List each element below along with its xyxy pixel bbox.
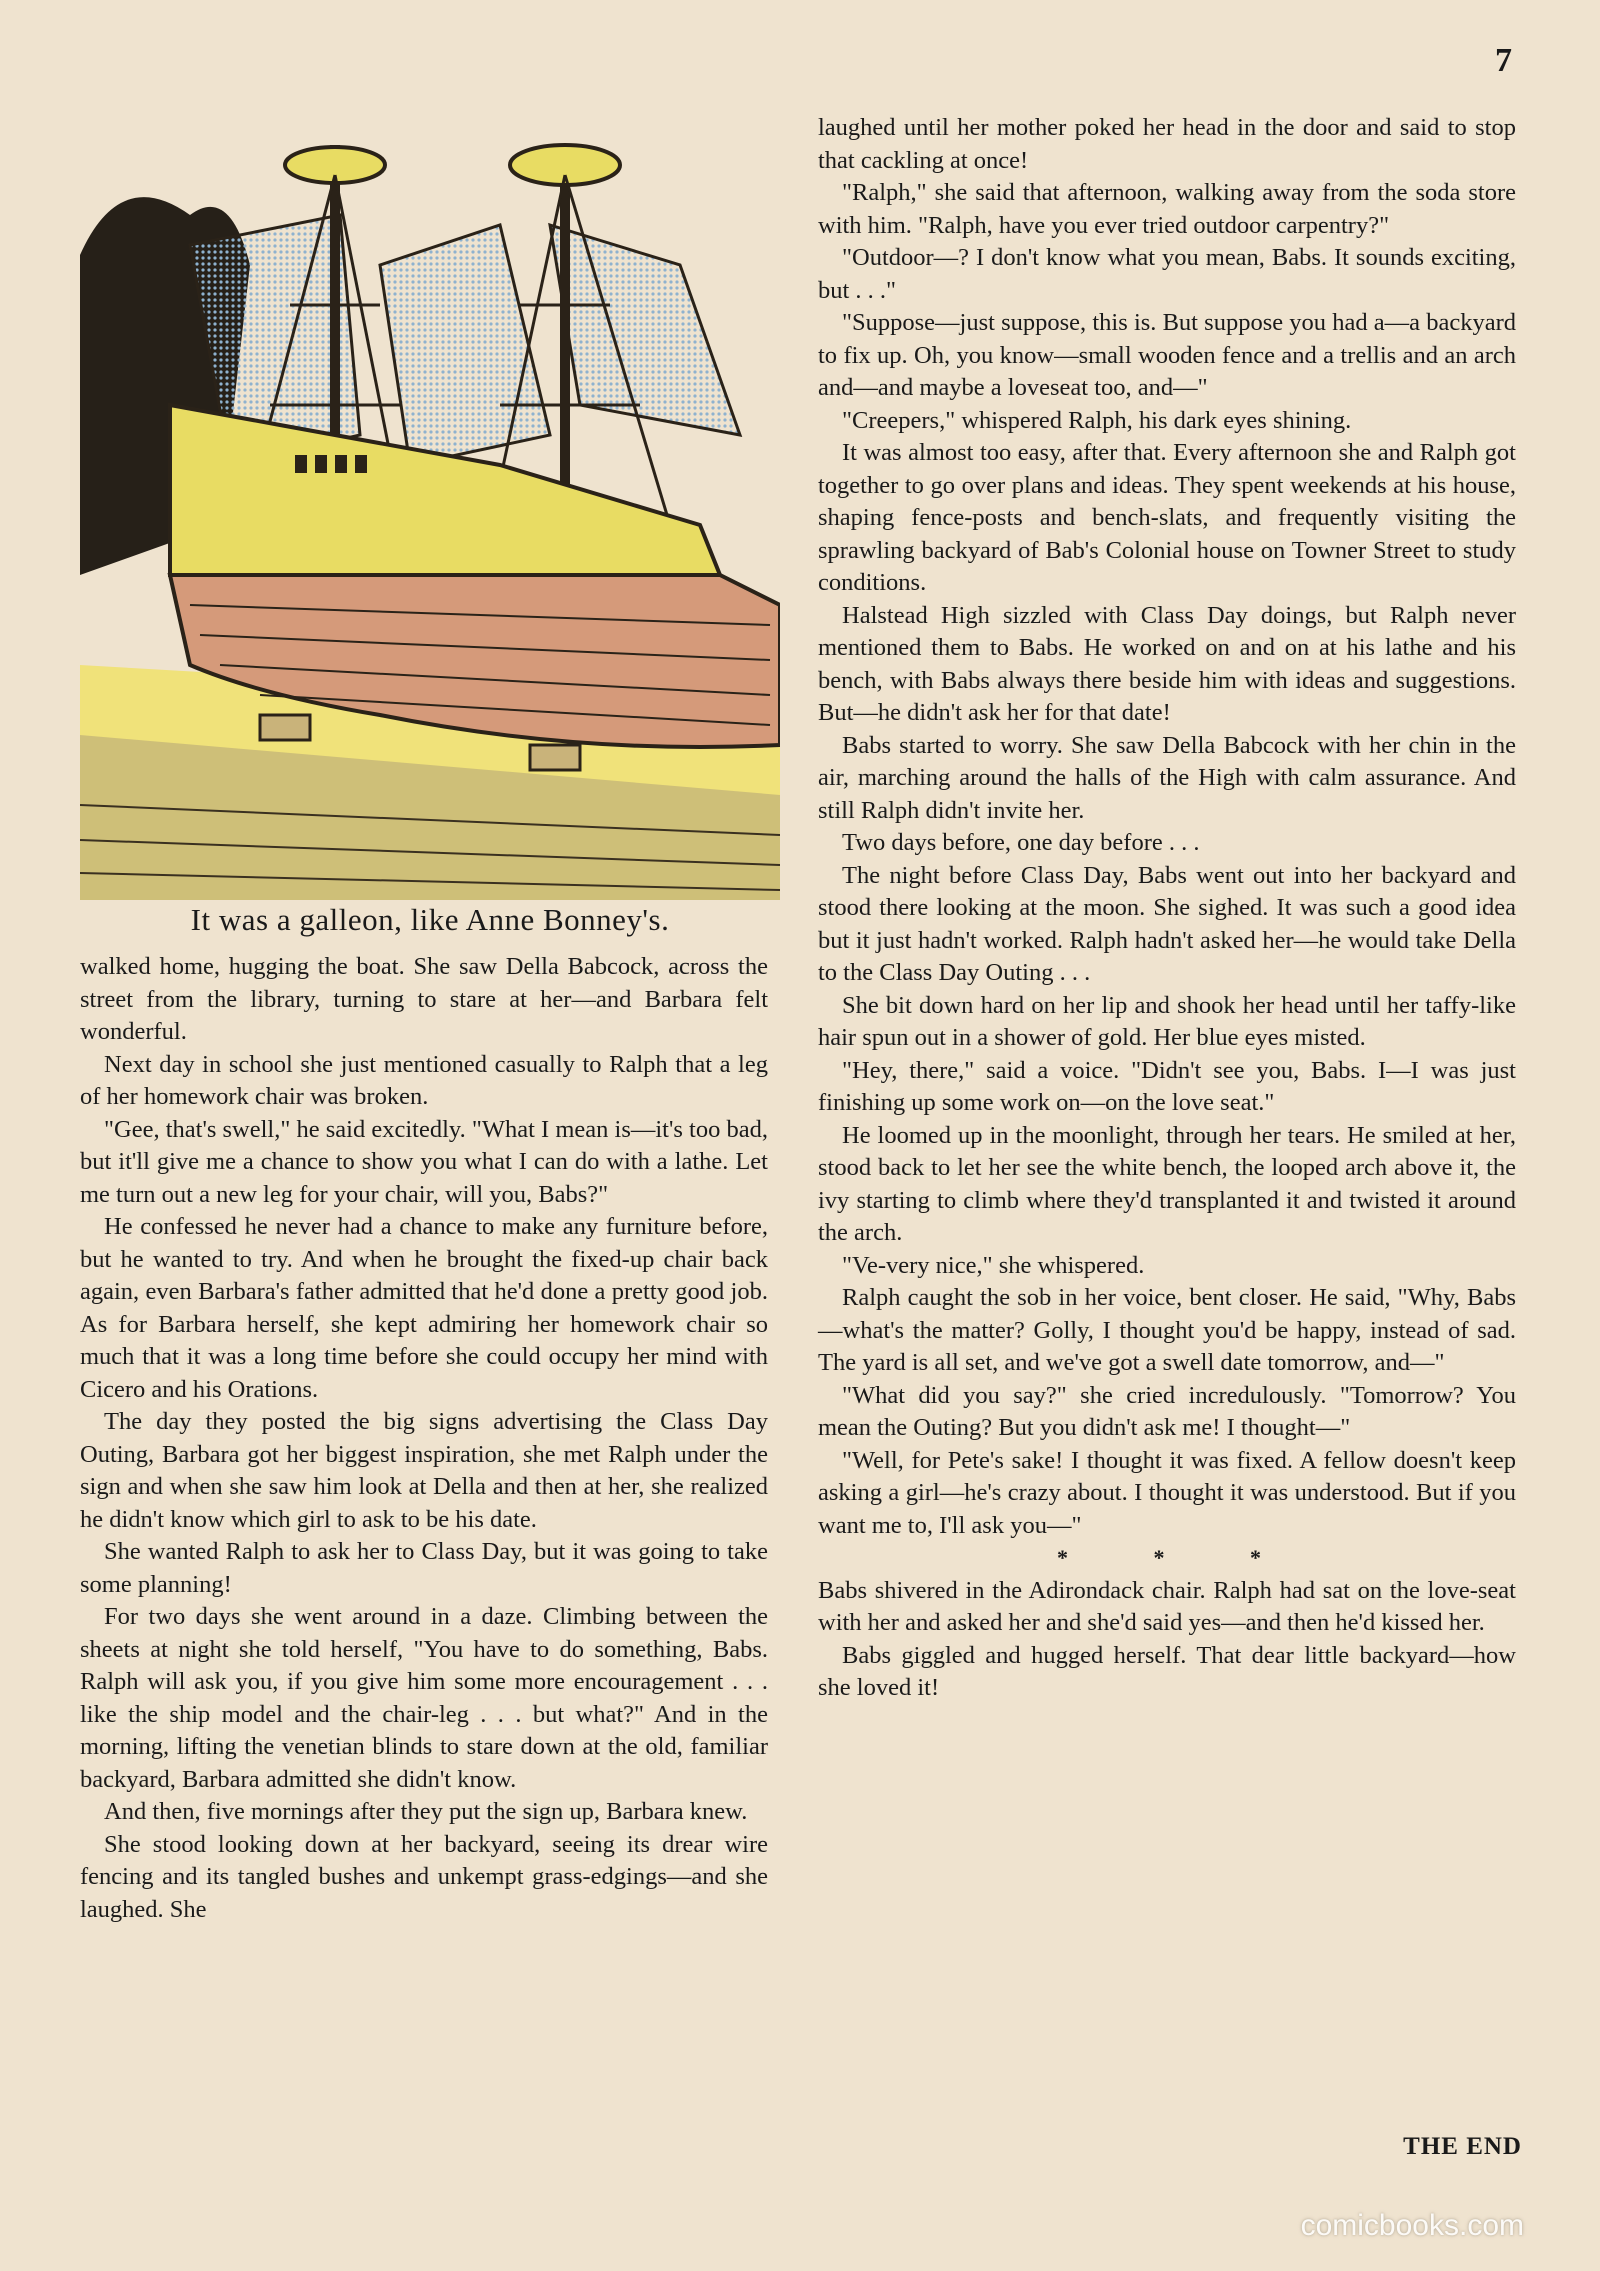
story-paragraph: For two days she went around in a daze. Climbing between the sheets at night she told herself, "You have to do something, Babs. Ralph will ask you, if you give him some more encouragement . . . like the ship model and the chair-leg . . . but what?" And in the morning, lifting the venetian blinds to stare down at the old, familiar backyard, Barbara admitted she didn't know. — [80, 1603, 768, 1793]
story-paragraph: Ralph caught the sob in her voice, bent closer. He said, "Why, Babs—what's the matter? Golly, I thought you'd be happy, instead of sad. The yard is all set, and we've got a swell date tomorrow, and—" — [818, 1284, 1516, 1376]
story-paragraph: "Outdoor—? I don't know what you mean, Babs. It sounds exciting, but . . ." — [818, 244, 1516, 304]
page-number: 7 — [1495, 42, 1512, 79]
story-paragraph: The day they posted the big signs advertising the Class Day Outing, Barbara got her biggest inspiration, she met Ralph under the sign and when she saw him look at Della and then at her, she realized he didn't know which girl to ask to be his date. — [80, 1408, 768, 1533]
story-paragraph: She stood looking down at her backyard, seeing its drear wire fencing and its tangled bushes and unkempt grass-edgings—and she laughed. She — [80, 1830, 768, 1923]
story-paragraph: Two days before, one day before . . . — [842, 829, 1200, 856]
story-paragraph: "Gee, that's swell," he said excitedly. "What I mean is—it's too bad, but it'll give me a chance to show you what I can do with a lathe. Let me turn out a new leg for your chair, will you, Babs?" — [80, 1115, 768, 1208]
section-break: * * * — [1057, 1545, 1301, 1570]
story-paragraph: "Well, for Pete's sake! I thought it was fixed. A fellow doesn't keep asking a girl—he's crazy about. I thought it was understood. But if you want me to, I'll ask you—" — [818, 1446, 1516, 1539]
story-column-left — [80, 951, 768, 1926]
the-end-label: THE END — [1403, 2133, 1522, 2160]
story-paragraph: Halstead High sizzled with Class Day doings, but Ralph never mentioned them to Babs. He worked on and on at his lathe and his bench, with Babs always there beside him with ideas and suggestions. But—he didn't ask her for that date! — [818, 601, 1516, 726]
story-paragraph: "Suppose—just suppose, this is. But suppose you had a—a backyard to fix up. Oh, you know—small wooden fence and a trellis and an arch and—and maybe a loveseat too, and—" — [818, 309, 1516, 401]
story-paragraph: "Ralph," she said that afternoon, walking away from the soda store with him. "Ralph, have you ever tried outdoor carpentry?" — [818, 179, 1516, 239]
watermark: comicbooks.com — [1300, 2209, 1524, 2242]
story-paragraph: And then, five mornings after they put the sign up, Barbara knew. — [104, 1798, 748, 1825]
story-paragraph: "Creepers," whispered Ralph, his dark eyes shining. — [842, 406, 1352, 434]
story-paragraph: Babs shivered in the Adirondack chair. Ralph had sat on the love-seat with her and asked her and she'd said yes—and then he'd kissed her. — [818, 1576, 1516, 1636]
story-paragraph: The night before Class Day, Babs went out into her backyard and stood there looking at the moon. She sighed. It was such a good idea but it just hadn't worked. Ralph hadn't asked her—he would take Della to the Class Day Outing . . . — [818, 861, 1516, 986]
story-paragraph: Next day in school she just mentioned casually to Ralph that a leg of her homework chair was broken. — [80, 1050, 768, 1110]
story-paragraph: He loomed up in the moonlight, through her tears. He smiled at her, stood back to let her see the white bench, the looped arch above it, the ivy starting to climb where they'd transplanted it and twisted it around the arch. — [818, 1121, 1516, 1246]
story-paragraph: walked home, hugging the boat. She saw Della Babcock, across the street from the library, turning to stare at her—and Barbara felt wonderful. — [80, 953, 768, 1045]
story-paragraph: He confessed he never had a chance to make any furniture before, but he wanted to try. And when he brought the fixed-up chair back again, even Barbara's father admitted that he'd done a pretty good job. As for Barbara herself, she kept admiring her homework chair so much that it was a long time before she could occupy her mind with Cicero and his Orations. — [80, 1213, 768, 1403]
story-paragraph: laughed until her mother poked her head in the door and said to stop that cackling at once! — [818, 114, 1516, 174]
illustration-caption: It was a galleon, like Anne Bonney's. — [190, 902, 670, 937]
story-paragraph: It was almost too easy, after that. Every afternoon she and Ralph got together to go over plans and ideas. They spent weekends at his house, shaping fence-posts and bench-slats, and frequently visiting the sprawling backyard of Bab's Colonial house on Towner Street to study conditions. — [818, 439, 1516, 596]
story-paragraph: Babs giggled and hugged herself. That dear little backyard—how she loved it! — [818, 1641, 1516, 1701]
story-column-right — [818, 112, 1516, 1705]
galleon-illustration — [80, 105, 780, 900]
story-paragraph: "What did you say?" she cried incredulously. "Tomorrow? You mean the Outing? But you didn't ask me! I thought—" — [818, 1381, 1516, 1441]
story-paragraph: She bit down hard on her lip and shook her head until her taffy-like hair spun out in a shower of gold. Her blue eyes misted. — [818, 991, 1516, 1051]
story-paragraph: "Ve-very nice," she whispered. — [842, 1251, 1145, 1279]
story-paragraph: Babs started to worry. She saw Della Babcock with her chin in the air, marching around the halls of the High with calm assurance. And still Ralph didn't invite her. — [818, 731, 1516, 824]
story-paragraph: She wanted Ralph to ask her to Class Day, but it was going to take some planning! — [80, 1538, 768, 1598]
story-paragraph: "Hey, there," said a voice. "Didn't see you, Babs. I—I was just finishing up some work on—on the love seat." — [818, 1056, 1516, 1116]
